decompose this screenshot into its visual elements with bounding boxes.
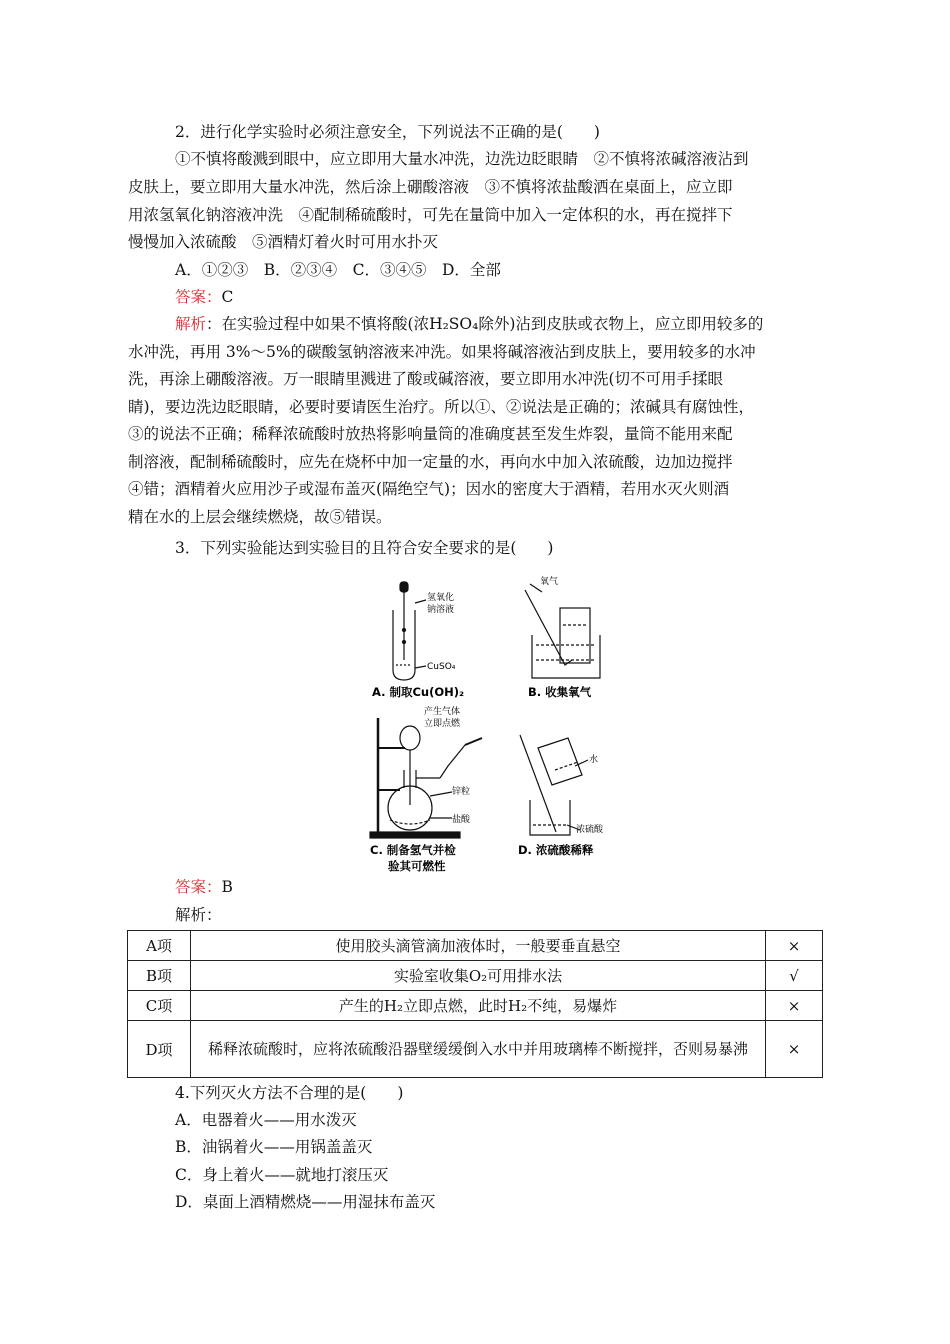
analysis-table — [127, 930, 823, 1078]
fig-label: CuSO₄ — [427, 662, 456, 672]
table-cell-item: A项 — [128, 931, 191, 961]
fig-caption: B. 收集氧气 — [528, 685, 592, 699]
fig-caption: C. 制备氢气并检 — [370, 843, 456, 857]
analysis-text: ：在实验过程中如果不慎将酸(浓H₂SO₄除外)沾到皮肤或衣物上，应立即用较多的 — [206, 315, 764, 333]
q3-analysis-label: 解析： — [175, 906, 222, 924]
table-cell-mark: √ — [766, 961, 823, 991]
pouring-beaker-icon — [538, 738, 582, 785]
answer-label: 答案： — [175, 288, 222, 306]
table-cell-text: 使用胶头滴管滴加液体时，一般要垂直悬空 — [191, 931, 766, 961]
table-cell-mark: × — [766, 991, 823, 1021]
q2-analysis-line: 睛)，要边洗边眨眼睛，必要时要请医生治疗。所以①、②说法是正确的；浓碱具有腐蚀性， — [128, 398, 755, 416]
q2-analysis-line: 洗，再涂上硼酸溶液。万一眼睛里溅进了酸或碱溶液，要立即用水冲洗(切不可用手揉眼 — [128, 370, 724, 388]
q4-option: A．电器着火——用水泼灭 — [175, 1111, 357, 1129]
funnel-icon — [400, 726, 420, 750]
q2-analysis-line: ④错；酒精着火应用沙子或湿布盖灭(隔绝空气)；因水的密度大于酒精，若用水灭火则酒 — [128, 480, 730, 498]
fig-label: 水 — [589, 755, 599, 765]
apparatus-diagram — [360, 570, 630, 875]
answer-value: B — [221, 878, 233, 896]
q4-option: D．桌面上酒精燃烧——用湿抹布盖灭 — [175, 1193, 436, 1211]
fig-caption: 验其可燃性 — [388, 859, 446, 873]
fig-label: 氧气 — [540, 577, 559, 587]
q2-body-line: ①不慎将酸溅到眼中，应立即用大量水冲洗，边洗边眨眼睛 ②不慎将浓碱溶液沾到 — [175, 150, 749, 168]
fig-label: 浓硫酸 — [576, 825, 604, 835]
table-cell-text: 实验室收集O₂可用排水法 — [191, 961, 766, 991]
q2-body — [175, 146, 805, 174]
q2-body-line: 慢慢加入浓硫酸 ⑤酒精灯着火时可用水扑灭 — [128, 233, 439, 251]
table-row — [128, 931, 823, 961]
q3-stem: 3．下列实验能达到实验目的且符合安全要求的是( ) — [175, 539, 554, 557]
table-cell-text: 稀释浓硫酸时，应将浓硫酸沿器壁缓缓倒入水中并用玻璃棒不断搅拌，否则易暴沸 — [191, 1021, 766, 1078]
q4-stem: 4.下列灭火方法不合理的是( ) — [175, 1084, 404, 1102]
stand-base — [370, 832, 460, 838]
q2-analysis-line: 水冲洗，再用 3%～5%的碳酸氢钠溶液来冲洗。如果将碱溶液沾到皮肤上，要用较多的水冲 — [128, 343, 756, 361]
q2-options: A．①②③ B．②③④ C．③④⑤ D．全部 — [175, 261, 501, 279]
fig-label: 钠溶液 — [427, 605, 455, 615]
q2-answer — [175, 287, 233, 307]
table-cell-mark: × — [766, 931, 823, 961]
q2-body-line: 用浓氢氧化钠溶液冲洗 ④配制稀硫酸时，可先在量筒中加入一定体积的水，再在搅拌下 — [128, 206, 733, 224]
q2-analysis-line: 制溶液，配制稀硫酸时，应先在烧杯中加一定量的水，再向水中加入浓硫酸，边加边搅拌 — [128, 453, 733, 471]
gas-jar-icon — [560, 608, 590, 663]
fig-caption: A. 制取Cu(OH)₂ — [372, 685, 465, 699]
q3-answer — [175, 877, 233, 897]
table-cell-item: C项 — [128, 991, 191, 1021]
q2-analysis-line: ③的说法不正确；稀释浓硫酸时放热将影响量筒的准确度甚至发生炸裂，量筒不能用来配 — [128, 425, 733, 443]
apparatus-d — [520, 735, 588, 835]
q2-analysis-line: 精在水的上层会继续燃烧，故⑤错误。 — [128, 508, 392, 526]
table-cell-item: D项 — [128, 1021, 191, 1078]
table-row — [128, 1021, 823, 1078]
table-row — [128, 991, 823, 1021]
table-cell-item: B项 — [128, 961, 191, 991]
table-cell-mark: × — [766, 1021, 823, 1078]
q2-body-line: 皮肤上，要立即用大量水冲洗，然后涂上硼酸溶液 ③不慎将浓盐酸洒在桌面上，应立即 — [128, 178, 733, 196]
fig-label: 盐酸 — [452, 815, 471, 825]
apparatus-a — [393, 582, 426, 680]
q2-stem: 2．进行化学实验时必须注意安全，下列说法不正确的是( ) — [175, 123, 600, 141]
q2-analysis-line — [175, 314, 763, 334]
answer-label: 答案： — [175, 878, 222, 896]
fig-label: 产生气体 — [424, 707, 461, 717]
analysis-label: 解析 — [175, 315, 207, 333]
q4-option: B．油锅着火——用锅盖盖灭 — [175, 1138, 373, 1156]
table-row — [128, 961, 823, 991]
fig-label: 立即点燃 — [424, 719, 461, 729]
fig-caption: D. 浓硫酸稀释 — [518, 843, 594, 857]
q3-apparatus-figure — [360, 570, 630, 875]
answer-value: C — [221, 288, 234, 306]
fig-label: 锌粒 — [452, 787, 471, 797]
table-cell-text: 产生的H₂立即点燃，此时H₂不纯，易爆炸 — [191, 991, 766, 1021]
dropper-bulb-icon — [400, 582, 408, 592]
apparatus-b — [525, 584, 600, 678]
q4-option: C．身上着火——就地打滚压灭 — [175, 1166, 389, 1184]
fig-label: 氢氧化 — [427, 593, 455, 603]
